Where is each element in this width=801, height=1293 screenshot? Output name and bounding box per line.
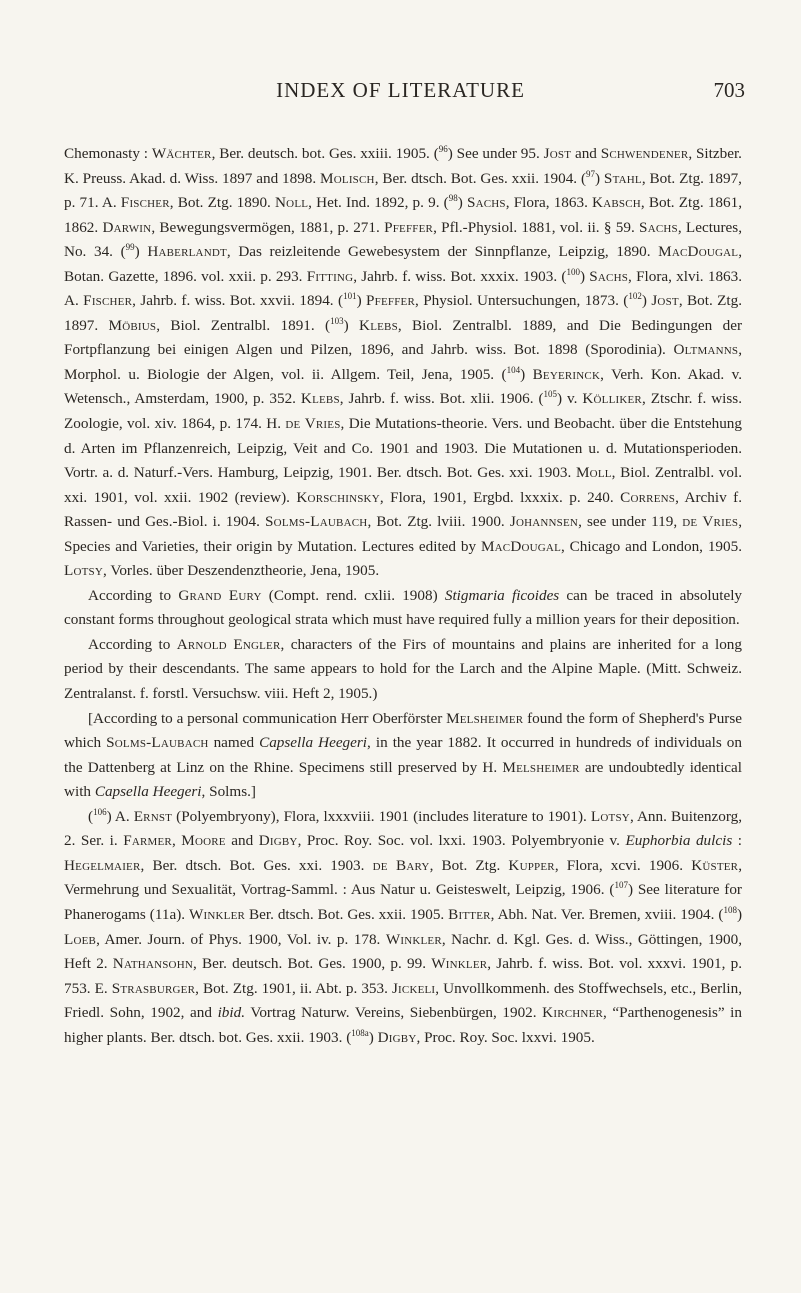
text-run: , Jahrb. f. wiss. Bot. xxxix. 1903. ( bbox=[353, 267, 567, 285]
reference-number: 107 bbox=[614, 880, 628, 891]
text-run: , Amer. Journ. of Phys. 1900, Vol. iv. p. 178. bbox=[96, 930, 386, 948]
text-run: , Flora, 1901, Ergbd. lxxxix. p. 240. bbox=[379, 488, 621, 506]
text-run: , Morphol. u. Biologie der Algen, vol. ii. Allgem. Teil, Jena, 1905. ( bbox=[64, 341, 742, 383]
author-name: Schwendener bbox=[600, 145, 689, 162]
author-name: Kabsch bbox=[592, 194, 641, 212]
text-run: and bbox=[571, 145, 601, 162]
reference-number: 98 bbox=[448, 193, 458, 204]
text-run: ) bbox=[736, 905, 742, 923]
author-name: de Vries bbox=[285, 415, 341, 433]
text-run: ) See literature for Phanerogams (11a). bbox=[64, 881, 742, 923]
author-name: Lotsy bbox=[64, 562, 104, 580]
text-run: , Bot. Ztg. 1901, ii. Abt. p. 353. bbox=[195, 979, 392, 997]
reference-number: 108a bbox=[351, 1027, 369, 1038]
author-name: Noll bbox=[275, 194, 309, 212]
italic-term: ibid. bbox=[217, 1004, 245, 1022]
author-name: Klebs bbox=[359, 316, 398, 334]
text-run: ) bbox=[457, 194, 467, 212]
author-name: Oltmanns bbox=[673, 341, 739, 359]
page-header bbox=[48, 78, 753, 108]
author-name: Molisch bbox=[320, 169, 375, 187]
text-run: , Physiol. Untersuchungen, 1873. ( bbox=[415, 292, 629, 310]
paragraph bbox=[64, 805, 742, 1050]
author-name: Winkler bbox=[431, 955, 488, 973]
reference-number: 97 bbox=[586, 168, 595, 179]
text-run: Chemonasty : bbox=[64, 145, 152, 162]
author-name: Melsheimer bbox=[446, 709, 524, 727]
text-run: found the form of Shepherd's Purse which bbox=[64, 709, 743, 752]
italic-term: Capsella Heegeri bbox=[94, 783, 202, 801]
reference-number: 100 bbox=[566, 266, 580, 277]
author-name: Fitting bbox=[306, 267, 354, 285]
author-name: Jost bbox=[651, 292, 679, 310]
text-run: , Das reizleitende Gewebesystem der Sinnpflanze, Leipzig, 1890. bbox=[226, 243, 659, 261]
text-run: Ber. dtsch. Bot. Ges. xxii. 1905. bbox=[245, 905, 449, 923]
author-name: Sachs bbox=[589, 267, 629, 285]
author-name: Lotsy bbox=[590, 807, 630, 825]
text-run: , in the year 1882. It occurred in hundreds of individuals on the Dattenberg at Linz on the Rhine. Specimens still preserved by H. bbox=[64, 734, 742, 776]
text-run: , Sitzber. K. Preuss. Akad. d. Wiss. 1897 and 1898. bbox=[64, 145, 742, 187]
italic-term: Stigmaria ficoides bbox=[444, 586, 560, 604]
text-run: (Compt. rend. cxlii. 1908) bbox=[261, 586, 445, 604]
text-run: , Bot. Ztg. 1861, 1862. bbox=[64, 194, 742, 236]
text-run: (Polyembryony), Flora, lxxxviii. 1901 (includes literature to 1901). bbox=[172, 807, 591, 825]
paragraph bbox=[64, 142, 742, 584]
paragraph bbox=[64, 633, 742, 707]
author-name: Melsheimer bbox=[502, 758, 580, 776]
text-run: According to bbox=[88, 635, 177, 653]
text-run: , Species and Varieties, their origin by Mutation. Lectures edited by bbox=[64, 513, 742, 555]
reference-number: 96 bbox=[438, 143, 448, 154]
text-run: , Bot. Ztg. 1897, p. 71. A. bbox=[64, 169, 742, 212]
text-run: , Ann. Buitenzorg, 2. Ser. i. bbox=[64, 807, 743, 850]
text-run: named bbox=[208, 734, 260, 752]
text-run: , Jahrb. f. wiss. Bot. xxvii. 1894. ( bbox=[132, 292, 344, 310]
author-name: Solms-Laubach bbox=[265, 513, 368, 531]
author-name: Jickeli bbox=[391, 979, 436, 997]
text-run: , Ber. dtsch. Bot. Ges. xxii. 1904. ( bbox=[374, 169, 586, 187]
text-run: , Pfl.-Physiol. 1881, vol. ii. § 59. bbox=[433, 218, 640, 236]
text-run: , Jahrb. f. wiss. Bot. xlii. 1906. ( bbox=[339, 390, 544, 408]
author-name: Kirchner bbox=[542, 1004, 604, 1022]
author-name: Beyerinck bbox=[532, 365, 601, 383]
reference-number: 106 bbox=[93, 806, 107, 817]
author-name: Sachs bbox=[639, 218, 678, 236]
text-run: Vortrag Naturw. Vereins, Siebenbürgen, 1902. bbox=[245, 1004, 543, 1022]
text-run: ) v. bbox=[557, 390, 583, 408]
text-run: , Bot. Ztg. 1890. bbox=[169, 194, 276, 212]
author-name: Johannsen bbox=[509, 513, 579, 531]
text-run: can be traced in absolutely constant forms throughout geological strata which must have required fully a million years for their deposition. bbox=[64, 586, 743, 629]
author-name: Moore bbox=[181, 832, 226, 850]
text-run: , Het. Ind. 1892, p. 9. ( bbox=[308, 194, 449, 212]
text-run: , Ber. dtsch. Bot. Ges. xxi. 1903. bbox=[140, 856, 373, 874]
author-name: Ernst bbox=[133, 807, 173, 825]
text-run: ) bbox=[579, 267, 590, 285]
text-run: , bbox=[171, 832, 182, 850]
author-name: Haberlandt bbox=[147, 243, 227, 261]
text-run: , “Parthenogenesis” in higher plants. Ber. dtsch. bot. Ges. xxii. 1903. ( bbox=[64, 1004, 742, 1046]
author-name: Correns bbox=[620, 488, 676, 506]
text-run: , Biol. Zentralbl. 1891. ( bbox=[156, 316, 331, 334]
text-run: ) bbox=[595, 169, 604, 187]
text-run: , Solms.] bbox=[201, 783, 256, 801]
author-name: Küster bbox=[691, 856, 739, 874]
reference-number: 104 bbox=[506, 364, 521, 375]
author-name: Möbius bbox=[108, 316, 157, 334]
text-run: , Unvollkommenh. des Stoffwechsels, etc., Berlin, Friedl. Sohn, 1902, and bbox=[64, 979, 743, 1022]
author-name: Jost bbox=[543, 145, 572, 162]
reference-number: 101 bbox=[343, 291, 357, 302]
text-run: , Vermehrung und Sexualität, Vortrag-Samml. : Aus Natur u. Geisteswelt, Leipzig, 1906. ( bbox=[64, 856, 742, 899]
author-name: MacDougal bbox=[480, 537, 561, 555]
text-run: ) bbox=[641, 292, 652, 310]
author-name: Digby bbox=[258, 832, 298, 850]
author-name: Grand Eury bbox=[178, 586, 262, 604]
text-run: , Proc. Roy. Soc. lxxvi. 1905. bbox=[416, 1028, 595, 1046]
text-run: , Flora, 1863. bbox=[505, 194, 593, 212]
text-run: , Chicago and London, 1905. bbox=[561, 537, 742, 555]
text-run: are undoubtedly identical with bbox=[64, 758, 742, 801]
text-run: ) bbox=[134, 243, 148, 261]
author-name: de Vries bbox=[682, 513, 739, 531]
text-run: and bbox=[225, 832, 259, 850]
author-name: Winkler bbox=[385, 930, 442, 948]
author-name: Klebs bbox=[300, 390, 340, 408]
text-run: ) A. bbox=[106, 807, 134, 825]
reference-number: 102 bbox=[628, 291, 642, 302]
author-name: MacDougal bbox=[658, 243, 739, 261]
author-name: Korschinsky bbox=[296, 488, 380, 506]
text-run: , Bot. Ztg. 1897. bbox=[64, 292, 743, 334]
author-name: Sachs bbox=[466, 194, 506, 212]
text-run: : bbox=[732, 832, 742, 850]
text-run: , Proc. Roy. Soc. vol. lxxi. 1903. Polyembryonie v. bbox=[297, 832, 626, 850]
author-name: Fischer bbox=[120, 194, 170, 212]
literature-text bbox=[64, 142, 742, 1050]
text-run: , characters of the Firs of mountains and plains are inherited for a long period by their descendants. The same appears to hold for the Larch and the Alpine Maple. (Mitt. Schweiz. Zentralanst. f. forstl. Versuchsw. viii. Heft 2, 1905.) bbox=[64, 635, 742, 703]
text-run: , Bot. Ztg. lviii. 1900. bbox=[367, 513, 510, 531]
text-run: , Biol. Zentralbl. vol. xxi. 1901, vol. xxii. 1902 (review). bbox=[64, 464, 743, 506]
author-name: Arnold Engler bbox=[176, 635, 281, 653]
text-run: , Verh. Kon. Akad. v. Wetensch., Amsterdam, 1900, p. 352. bbox=[64, 365, 742, 408]
text-run: , Bot. Ztg. bbox=[429, 856, 509, 874]
author-name: Darwin bbox=[102, 218, 152, 236]
text-run: ) bbox=[343, 316, 360, 334]
author-name: Winkler bbox=[189, 905, 246, 923]
text-run: , Lectures, No. 34. ( bbox=[64, 218, 743, 261]
text-run: , Biol. Zentralbl. 1889, and Die Bedingungen der Fortpflanzung bei einigen Algen und Pilzen, 1896, and Jahrb. wiss. Bot. 1898 (Sporodinia). bbox=[64, 316, 743, 359]
text-run: , Jahrb. f. wiss. Bot. vol. xxxvi. 1901, p. 753. E. bbox=[64, 955, 742, 997]
italic-term: Capsella Heegeri bbox=[259, 734, 368, 752]
author-name: Wächter bbox=[151, 145, 212, 162]
text-run: , see under 119, bbox=[578, 513, 683, 531]
text-run: , Ztschr. f. wiss. Zoologie, vol. xiv. 1864, p. 174. H. bbox=[64, 390, 743, 433]
reference-number: 103 bbox=[330, 315, 344, 326]
text-run: , Vorles. über Deszendenztheorie, Jena, 1905. bbox=[103, 562, 380, 580]
text-run: , Flora, xcvi. 1906. bbox=[554, 856, 692, 874]
running-title: INDEX OF LITERATURE bbox=[276, 78, 525, 102]
author-name: Moll bbox=[575, 464, 612, 482]
author-name: Kölliker bbox=[582, 390, 642, 408]
author-name: Bitter bbox=[448, 905, 491, 923]
author-name: Loeb bbox=[64, 930, 97, 948]
text-run: According to bbox=[88, 586, 179, 604]
text-run: ( bbox=[88, 807, 94, 825]
author-name: Pfeffer bbox=[366, 292, 416, 310]
author-name: Stahl bbox=[603, 169, 642, 187]
author-name: Kupper bbox=[508, 856, 555, 874]
text-run: , Botan. Gazette, 1896. vol. xxii. p. 293. bbox=[64, 243, 742, 285]
page-number: 703 bbox=[713, 78, 745, 102]
author-name: Pfeffer bbox=[384, 218, 434, 236]
text-run: ) See under 95. bbox=[447, 145, 544, 162]
italic-term: Euphorbia dulcis bbox=[625, 832, 733, 850]
text-run: [According to a personal communication Herr Oberförster bbox=[88, 709, 447, 727]
reference-number: 105 bbox=[543, 389, 558, 400]
author-name: Fischer bbox=[83, 292, 133, 310]
text-run: , Ber. deutsch. Bot. Ges. 1900, p. 99. bbox=[193, 955, 432, 973]
text-run: ) bbox=[520, 365, 533, 383]
text-run: ) bbox=[356, 292, 367, 310]
text-run: ) bbox=[368, 1028, 378, 1046]
reference-number: 108 bbox=[723, 904, 737, 915]
text-run: , Nachr. d. Kgl. Ges. d. Wiss., Göttingen, 1900, Heft 2. bbox=[64, 930, 742, 973]
text-run: , Flora, xlvi. 1863. A. bbox=[64, 267, 743, 310]
author-name: Digby bbox=[377, 1028, 417, 1046]
text-run: , Abh. Nat. Ver. Bremen, xviii. 1904. ( bbox=[490, 905, 724, 923]
author-name: Hegelmaier bbox=[64, 856, 141, 874]
text-run: , Archiv f. Rassen- und Ges.-Biol. i. 1904. bbox=[64, 488, 742, 531]
text-run: , Die Mutations-theorie. Vers. und Beobacht. über die Entstehung d. Arten im Pflanzenreich, Leipzig, Veit and Co. 1901 and 1903. Die Mutationen u. d. Mutationsperioden. Vortr. a. d. Naturf.-Vers. Hamburg, Leipzig, 1901. Ber. dtsch. Bot. Ges. xxi. 1903. bbox=[64, 415, 742, 482]
text-run: , Ber. deutsch. bot. Ges. xxiii. 1905. ( bbox=[211, 145, 439, 162]
author-name: de Bary bbox=[372, 856, 430, 874]
author-name: Solms-Laubach bbox=[106, 734, 209, 752]
paragraph bbox=[64, 707, 742, 805]
author-name: Strasburger bbox=[111, 979, 196, 997]
reference-number: 99 bbox=[125, 242, 135, 253]
paragraph bbox=[64, 584, 742, 633]
author-name: Farmer bbox=[123, 832, 172, 850]
text-run: , Bewegungsvermögen, 1881, p. 271. bbox=[151, 218, 385, 236]
author-name: Nathansohn bbox=[112, 955, 193, 973]
